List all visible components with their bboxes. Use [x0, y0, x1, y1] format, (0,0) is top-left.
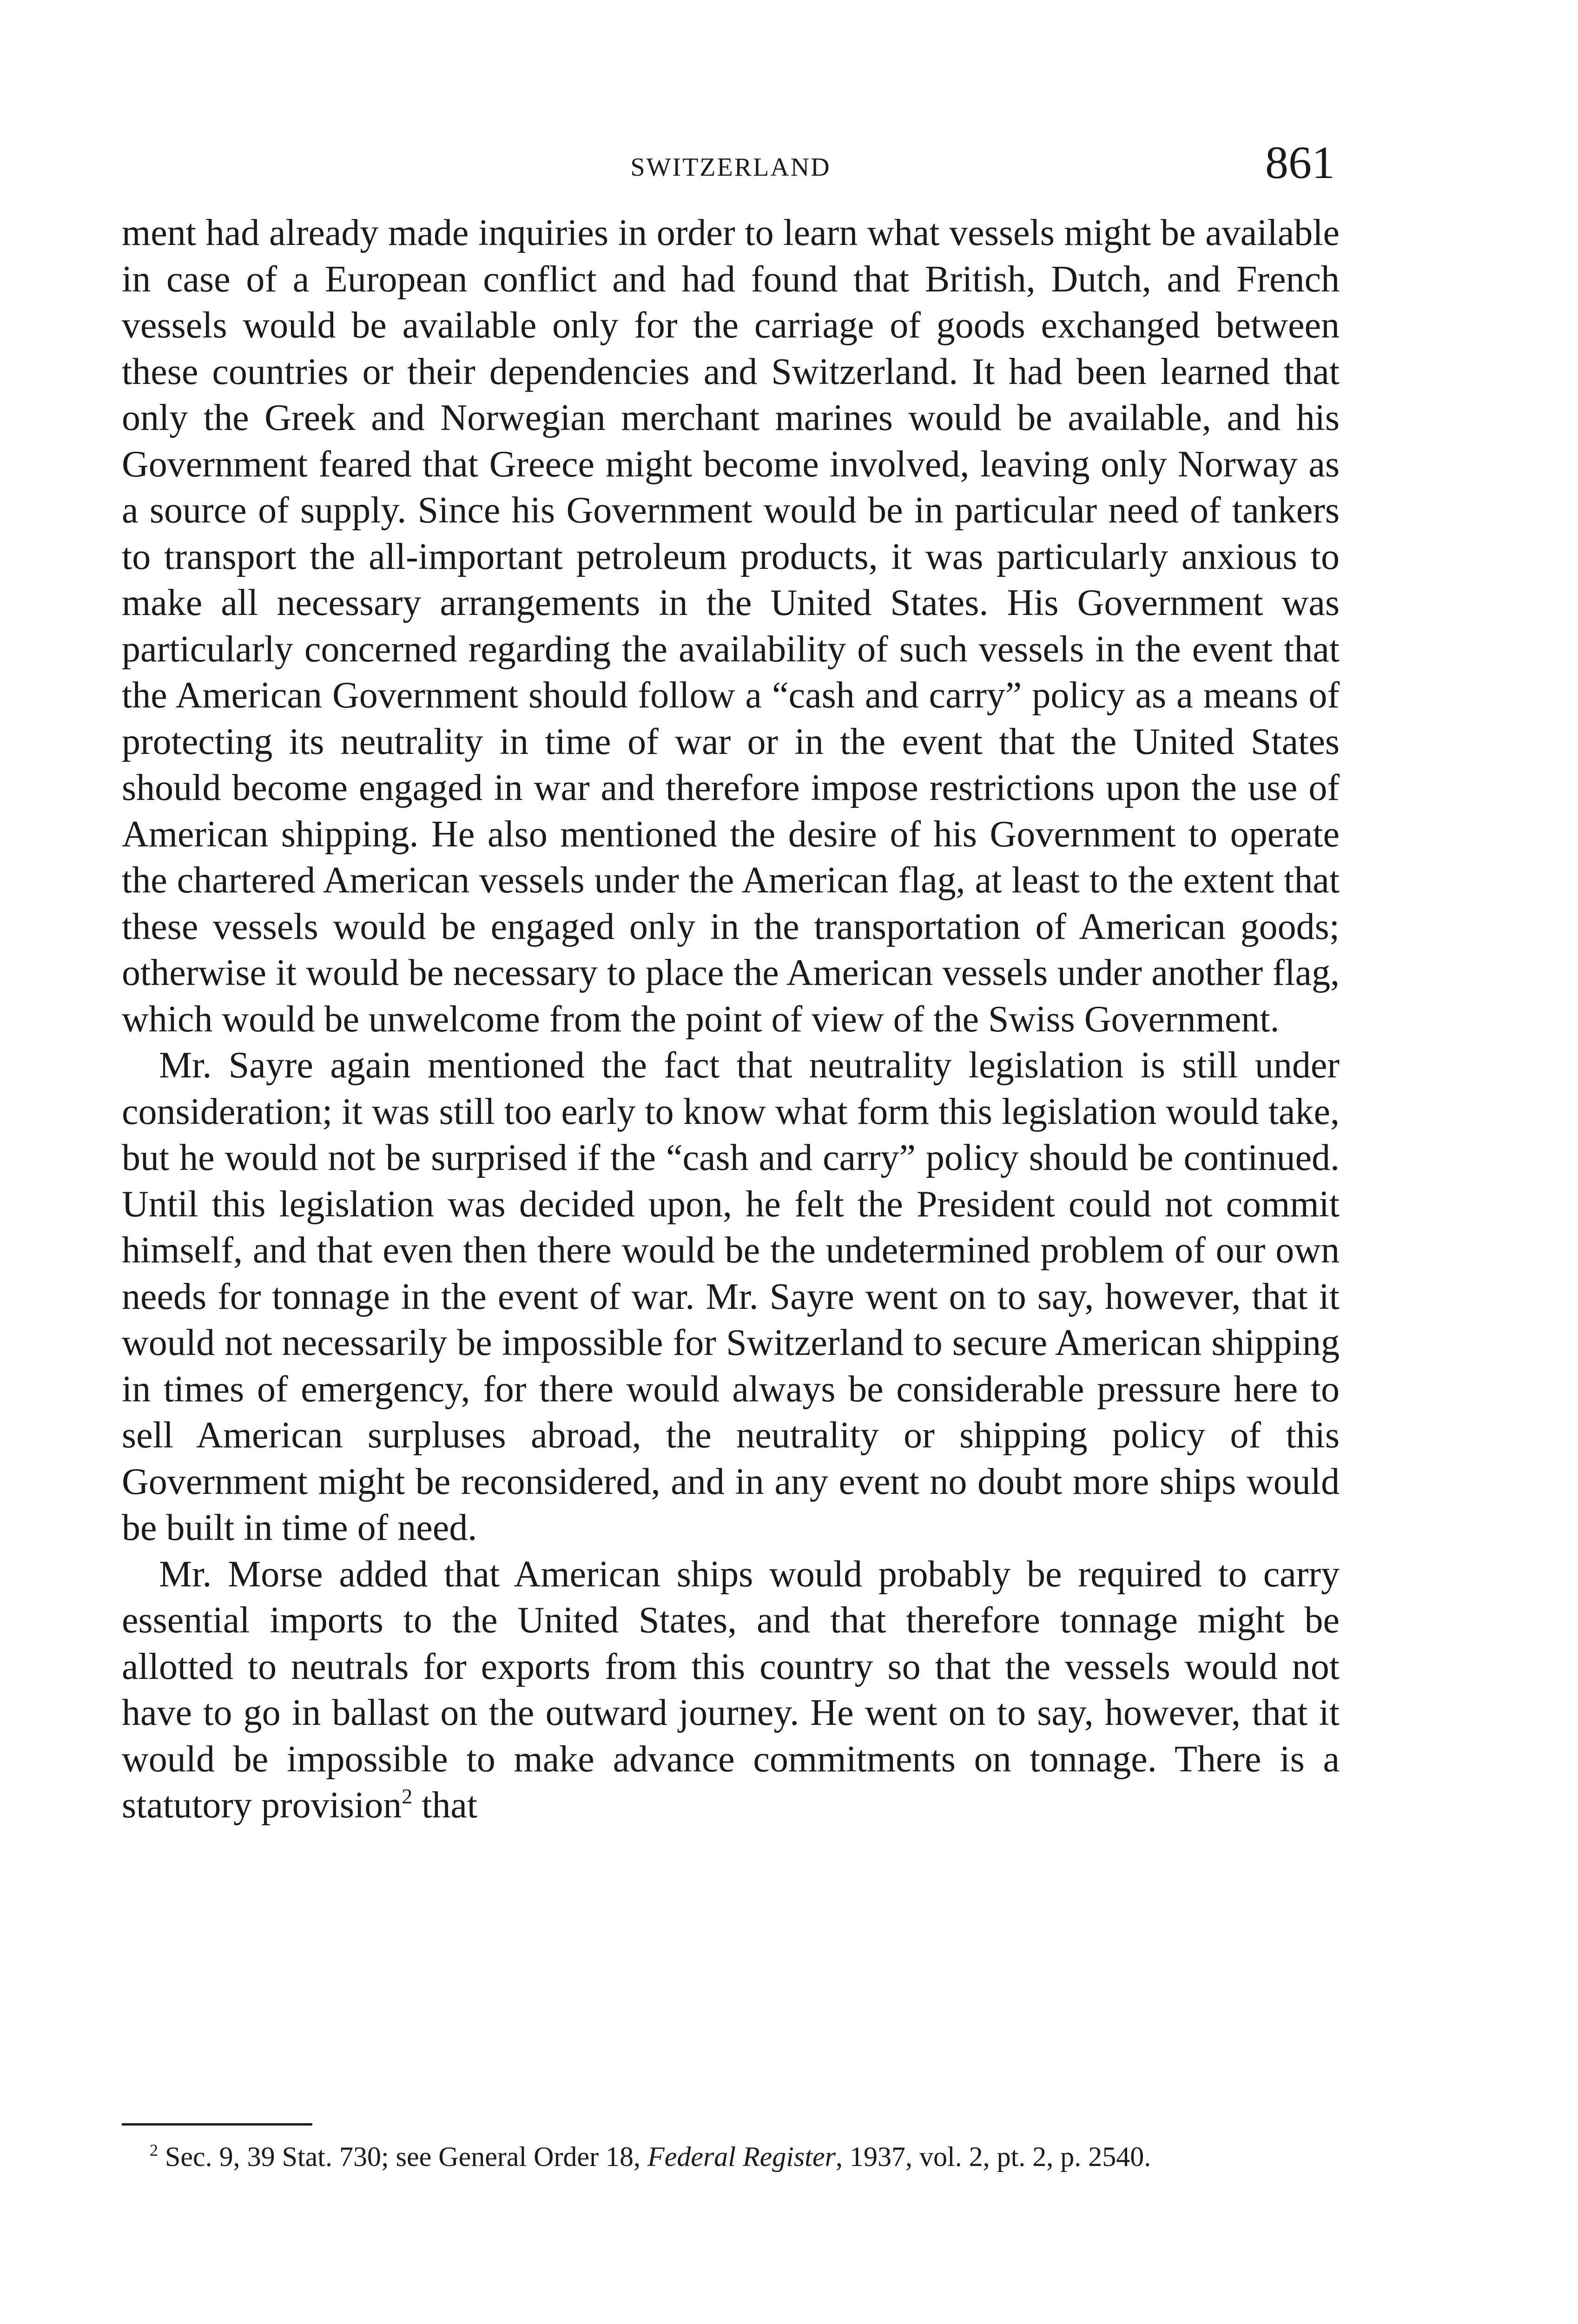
paragraph-3-text: Mr. Morse added that American ships would probably be required to carry essential imports to the United States, and that therefore tonnage might be allotted to neutrals for exports from this country so that the vessels would not have to go in ballast on the outward journey. He went on to say, however, that it would be impossible to make advance commitments on tonnage. There is a statutory provision [122, 1553, 1340, 1826]
footnote-2 [122, 2138, 1340, 2175]
page-number: 861 [1265, 137, 1335, 188]
paragraph-1: ment had already made inquiries in order to learn what vessels might be available in case of a European conflict and had found that British, Dutch, and French vessels would be available only for the carriage of goods exchanged between these countries or their dependencies and Switzerland. It had been learned that only the Greek and Norwegian merchant marines would be available, and his Government feared that Greece might become involved, leaving only Norway as a source of supply. Since his Government would be in particular need of tankers to transport the all-important petroleum products, it was particularly anxious to make all necessary arrangements in the United States. His Government was particularly concerned regarding the availability of such vessels in the event that the American Government should follow a “cash and carry” policy as a means of protecting its neutrality in time of war or in the event that the United States should become engaged in war and therefore impose restrictions upon the use of American shipping. He also mentioned the desire of his Government to operate the chartered American vessels under the American flag, at least to the extent that these vessels would be engaged only in the transportation of American goods; otherwise it would be necessary to place the American vessels under another flag, which would be unwelcome from the point of view of the Swiss Government. [122, 212, 1340, 1040]
footnote-rule [122, 2123, 312, 2126]
page-header [122, 139, 1340, 205]
footnote-marker: 2 [150, 2141, 158, 2159]
footnote-reference[interactable]: 2 [402, 1784, 413, 1808]
footnote-text-after: , 1937, vol. 2, pt. 2, p. 2540. [835, 2141, 1151, 2172]
paragraph-2: Mr. Sayre again mentioned the fact that neutrality legislation is still under consideration; it was still too early to know what form this legislation would take, but he would not be surprised if the “cash and carry” policy should be continued. Until this legislation was decided upon, he felt the President could not commit himself, and that even then there would be the undetermined problem of our own needs for tonnage in the event of war. Mr. Sayre went on to say, however, that it would not necessarily be impossible for Switzerland to secure American shipping in times of emergency, for there would always be considerable pressure here to sell American surpluses abroad, the neutrality or shipping policy of this Government might be reconsidered, and in any event no doubt more ships would be built in time of need. [122, 1045, 1340, 1548]
paragraph-3-tail: that [412, 1785, 478, 1826]
footnote-italic-title: Federal Register [647, 2141, 836, 2172]
body-text [122, 210, 1340, 1829]
paragraph-3 [122, 1552, 1340, 1829]
footnote-text-before: Sec. 9, 39 Stat. 730; see General Order 18, [158, 2141, 648, 2172]
footnote [122, 2138, 1340, 2175]
running-head: SWITZERLAND [630, 153, 831, 182]
